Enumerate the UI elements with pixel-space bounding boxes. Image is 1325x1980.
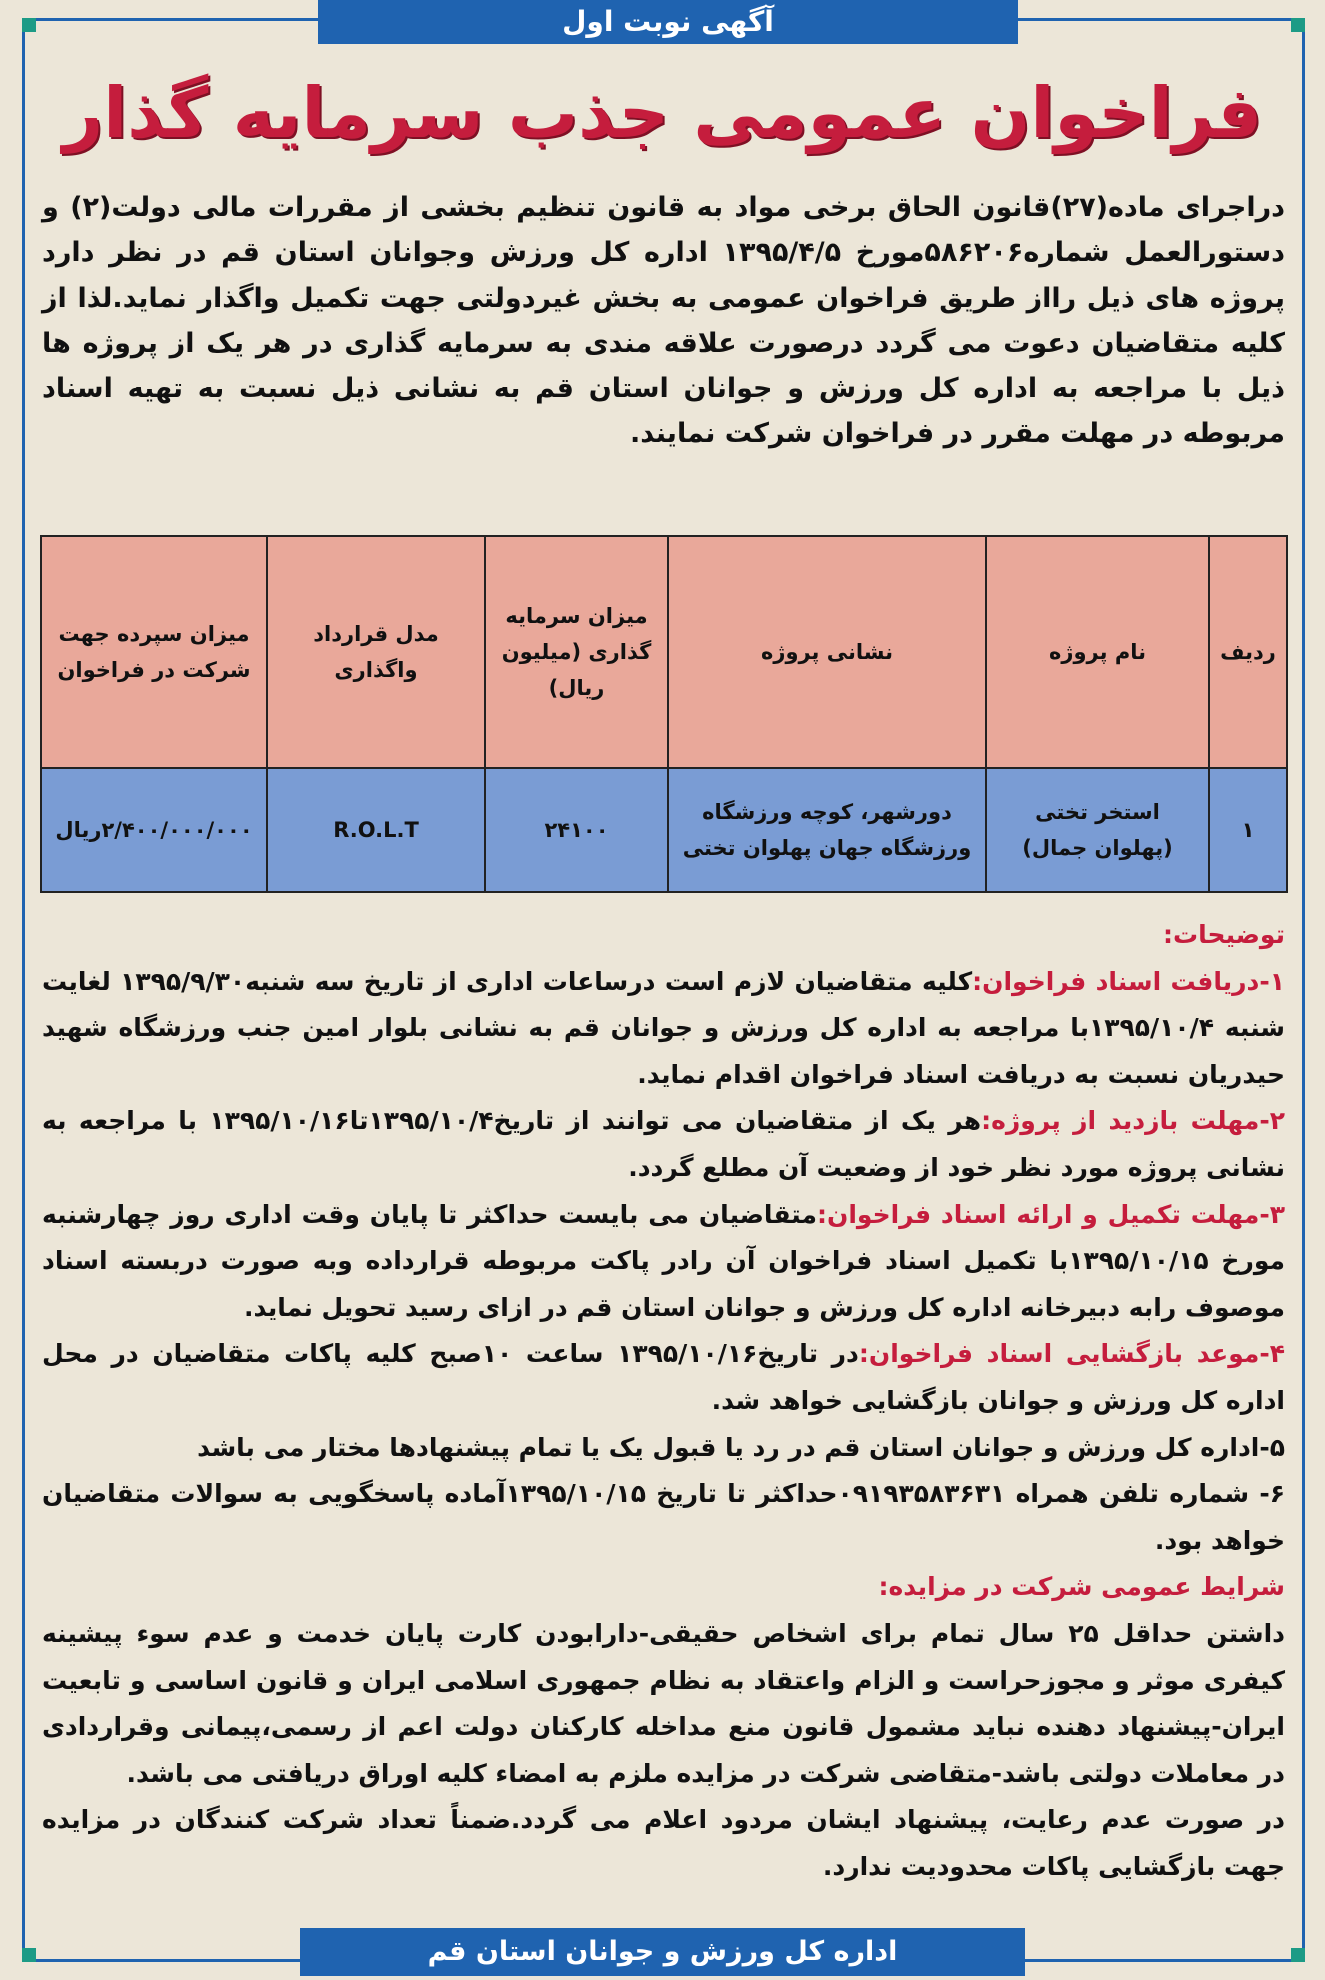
col-header-address: نشانی پروژه [668,536,986,768]
projects-table [40,535,1288,893]
cell-row: ۱ [1209,768,1287,892]
note-text: ۵-اداره کل ورزش و جوانان استان قم در رد یا قبول یک یا تمام پیشنهادها مختار می باشد [197,1432,1285,1462]
col-header-contract: مدل قرارداد واگذاری [267,536,485,768]
note-label: ۳-مهلت تکمیل و ارائه اسناد فراخوان: [817,1199,1285,1229]
cell-investment: ۲۴۱۰۰ [485,768,668,892]
note-item [42,959,1285,1099]
note-text: ۶- شماره تلفن همراه ۰۹۱۹۳۵۸۳۶۳۱حداکثر تا تاریخ ۱۳۹۵/۱۰/۱۵آماده پاسخگویی به سوالات متقاضیان خواهد بود. [42,1479,1285,1555]
ad-headline: فراخوان عمومی جذب سرمایه گذار [62,72,1263,154]
corner-mark [1291,18,1305,32]
note-text: متقاضیان می بایست حداکثر تا پایان وقت اداری روز چهارشنبه مورخ ۱۳۹۵/۱۰/۱۵با تکمیل اسناد فراخوان آن رادر پاکت مربوطه قرارداده وبه صورت دربسته اسناد موصوف رابه دبیرخانه اداره کل ورزش و جوانان استان قم در ازای رسید تحویل نماید. [42,1199,1285,1322]
note-text: کلیه متقاضیان لازم است درساعات اداری از تاریخ سه شنبه۱۳۹۵/۹/۳۰ لغایت شنبه ۱۳۹۵/۱۰/۴با مراجعه به اداره کل ورزش و جوانان قم به نشانی بلوار امین جنب ورزشگاه شهید حیدریان نسبت به دریافت اسناد فراخوان اقدام نماید. [42,966,1285,1089]
note-item [42,1192,1285,1332]
cell-name: استخر تختی (پهلوان جمال) [986,768,1209,892]
col-header-deposit: میزان سپرده جهت شرکت در فراخوان [41,536,267,768]
note-text: در تاریخ۱۳۹۵/۱۰/۱۶ ساعت ۱۰صبح کلیه پاکات متقاضیان در محل اداره کل ورزش و جوانان بازگشایی خواهد شد. [42,1339,1285,1415]
note-label: ۴-موعد بازگشایی اسناد فراخوان: [858,1339,1286,1369]
corner-mark [22,1948,36,1962]
conditions-title: شرایط عمومی شرکت در مزایده: [878,1572,1285,1602]
intro-paragraph: دراجرای ماده(۲۷)قانون الحاق برخی مواد به قانون تنظیم بخشی از مقررات مالی دولت(۲) و دستورالعمل شماره۵۸۶۲۰۶مورخ ۱۳۹۵/۴/۵ اداره کل ورزش وجوانان استان قم در نظر دارد پروژه های ذیل رااز طریق فراخوان عمومی به بخش غیردولتی جهت تکمیل واگذار نماید.لذا از کلیه متقاضیان دعوت می گردد درصورت علاقه مندی به سرمایه گذاری در هر یک از پروژه ها ذیل با مراجعه به اداره کل ورزش و جوانان استان قم به نشانی ذیل نسبت به تهیه اسناد مربوطه در مهلت مقرر در فراخوان شرکت نمایند. [42,192,1285,450]
note-item [42,1098,1285,1191]
table-row [41,768,1287,892]
note-label: ۲-مهلت بازدید از پروژه: [981,1106,1285,1136]
notice-banner: آگهی نوبت اول [318,0,1018,44]
conditions-paragraph: در صورت عدم رعایت، پیشنهاد ایشان مردود اعلام می گردد.ضمناً تعداد شرکت کنندگان در مزایده جهت بازگشایی پاکات محدودیت ندارد. [42,1805,1285,1881]
notes-section [42,912,1285,1890]
col-header-name: نام پروژه [986,536,1209,768]
cell-address: دورشهر، کوچه ورزشگاه ورزشگاه جهان پهلوان تختی [668,768,986,892]
note-item [42,1471,1285,1564]
cell-contract: R.O.L.T [267,768,485,892]
cell-deposit: ۲/۴۰۰/۰۰۰/۰۰۰ریال [41,768,267,892]
col-header-row: ردیف [1209,536,1287,768]
note-label: ۱-دریافت اسناد فراخوان: [972,966,1285,996]
note-item [42,1425,1285,1472]
issuer-footer: اداره کل ورزش و جوانان استان قم [300,1928,1025,1976]
corner-mark [1291,1948,1305,1962]
corner-mark [22,18,36,32]
note-text: هر یک از متقاضیان می توانند از تاریخ۱۳۹۵/۱۰/۴تا۱۳۹۵/۱۰/۱۶ با مراجعه به نشانی پروژه مورد نظر خود از وضعیت آن مطلع گردد. [42,1106,1285,1182]
note-item [42,1331,1285,1424]
col-header-investment: میزان سرمایه گذاری (میلیون ریال) [485,536,668,768]
table-header-row [41,536,1287,768]
conditions-paragraph: داشتن حداقل ۲۵ سال تمام برای اشخاص حقیقی-دارابودن کارت پایان خدمت و عدم سوء پیشینه کیفری موثر و مجوزحراست و الزام واعتقاد به نظام جمهوری اسلامی ایران و قانون اساسی و تابعیت ایران-پیشنهاد دهنده نباید مشمول قانون منع مداخله کارکنان دولت اعم از رسمی،پیمانی وقراردادی در معاملات دولتی باشد-متقاضی شرکت در مزایده ملزم به امضاء کلیه اوراق دریافتی می باشد. [42,1618,1285,1788]
notes-title: توضیحات: [1163,920,1285,949]
